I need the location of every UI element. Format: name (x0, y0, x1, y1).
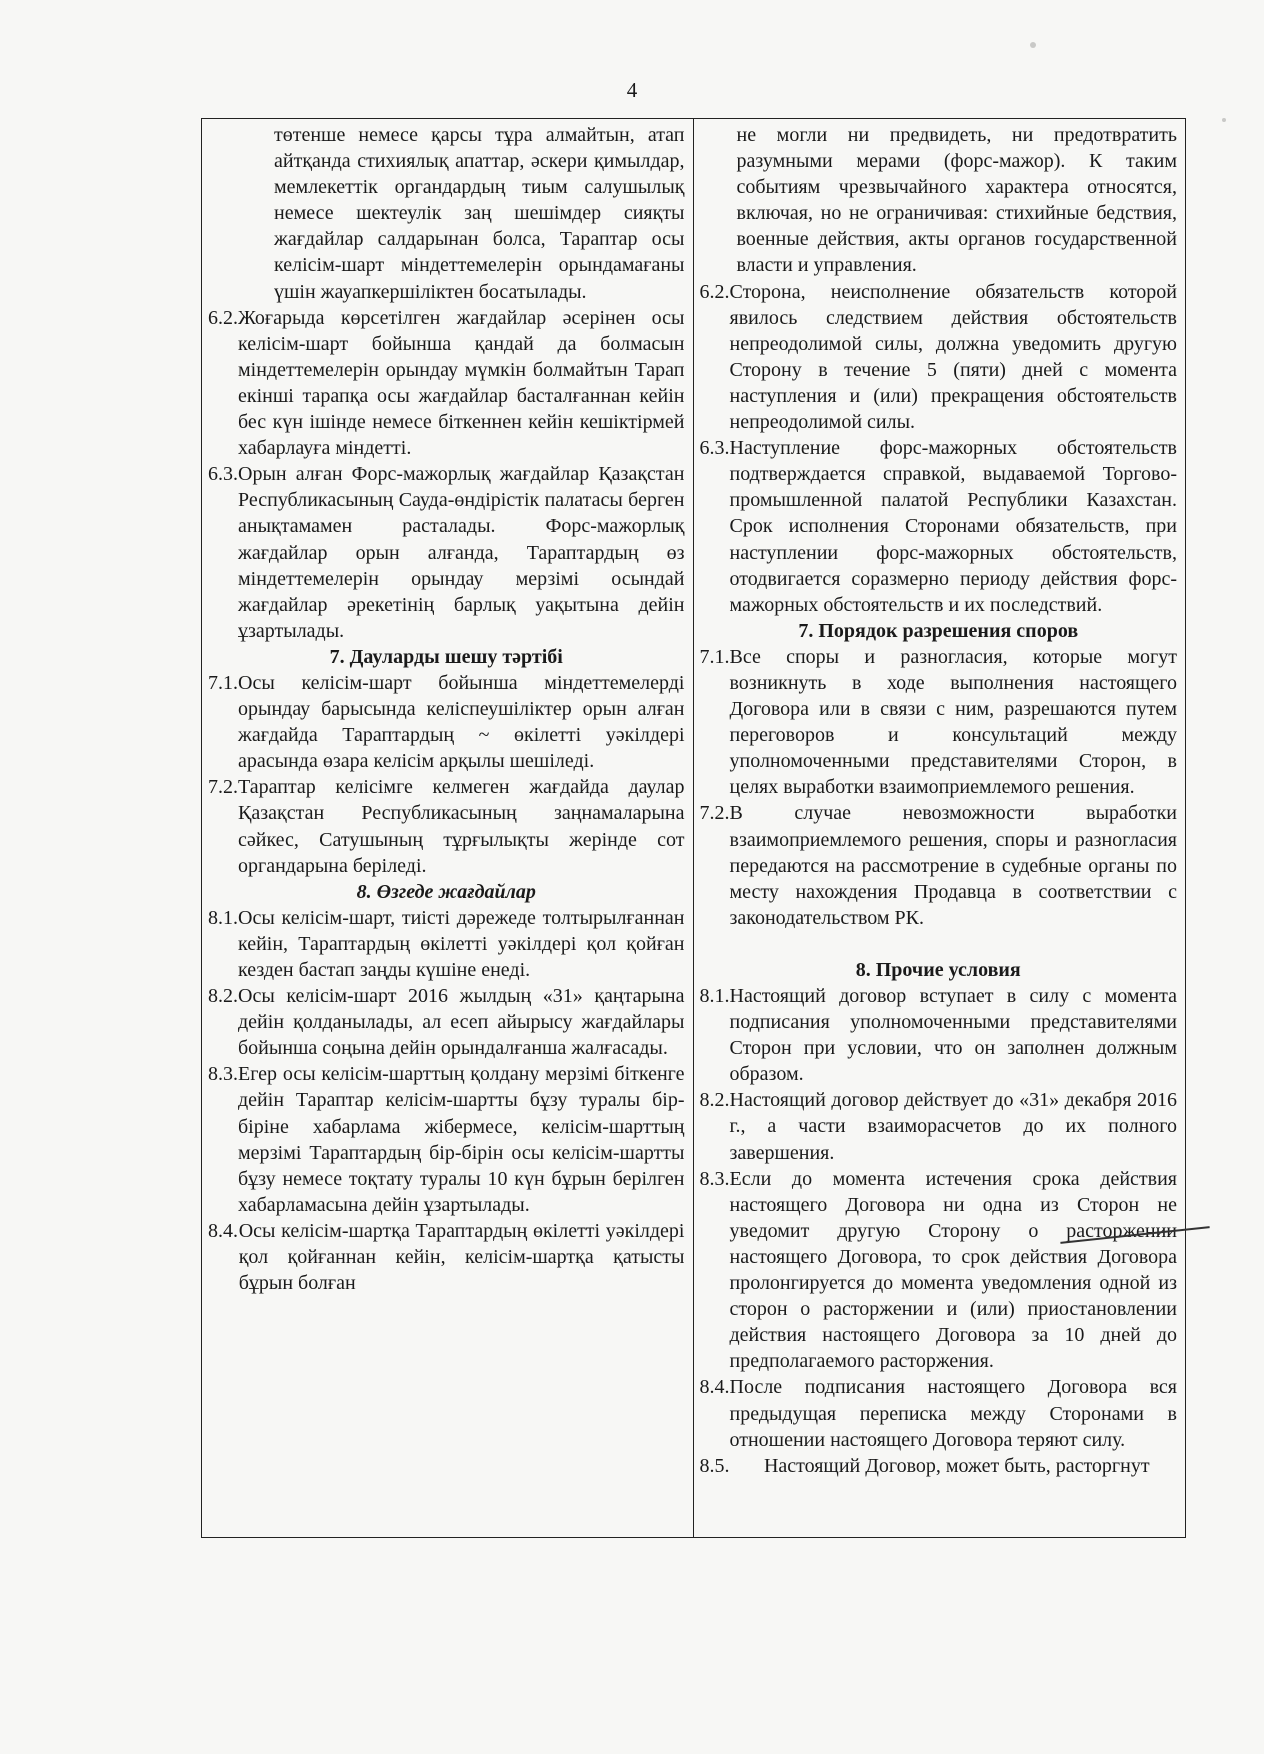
clause-text: Осы келісім-шарт бойынша міндеттемелерді орындау барысында келіспеушіліктер орын алған жағдайда Тараптардың ~ өкілетті уәкілдері арасында өзара келісім арқылы шешіледі. (238, 671, 685, 773)
russian-column (694, 119, 1186, 1537)
clause-6-1-continuation: төтенше немесе қарсы тұра алмайтын, атап айтқанда стихиялық апаттар, әскери қимылдар, мемлекеттік органдардың тиым салушылық немесе шектеулік заң шешімдер сияқты жағдайлар салдарынан болса, Тараптар осы келісім-шарт міндеттемелерін орындамағаны үшін жауапкершіліктен босатылады. (274, 124, 685, 303)
clause-number: 6.2. (699, 280, 730, 303)
clause-number: 8.1. (699, 985, 730, 1007)
clause-text: Все споры и разногласия, которые могут возникнуть в ходе выполнения настоящего Договора или в связи с ним, разрешаются путем переговоров и консультаций между уполномоченными представителями Сторон, в целях выработки взаимоприемлемого решения. (729, 645, 1177, 799)
clause-text: Настоящий договор вступает в силу с момента подписания уполномоченными представителями Сторон при условии, что он заполнен должным образом. (729, 985, 1177, 1086)
section-7-heading: 7. Дауларды шешу тәртібі (329, 645, 563, 668)
clause-text: Осы келісім-шартқа Тараптардың өкілетті уәкілдері қол қойғаннан кейін, келісім-шартқа қатысты бұрын болған (238, 1219, 685, 1295)
clause-number: 8.2. (699, 1089, 730, 1112)
clause-6-3 (208, 461, 685, 644)
clause-8-2 (700, 1087, 1178, 1165)
kazakh-column (202, 119, 694, 1537)
clause-8-3 (700, 1166, 1178, 1375)
clause-number: 8.4. (699, 1376, 730, 1399)
section-8-heading: 8. Өзгеде жағдайлар (356, 880, 536, 903)
clause-number: 8.2. (208, 985, 238, 1008)
clause-number: 8.3. (208, 1063, 238, 1086)
clause-6-2 (208, 305, 685, 462)
clause-8-4 (208, 1218, 685, 1296)
clause-text: В случае невозможности выработки взаимоприемлемого решения, споры и разногласия передаются на рассмотрение в судебные органы по месту нахождения Продавца в соответствии с законодательством РК. (729, 802, 1177, 929)
scan-speck (1222, 118, 1226, 122)
clause-text: Тараптар келісімге келмеген жағдайда даулар Қазақстан Республикасының заңнамаларына сәйкес, Сатушының тұрғылықты жерінде сот органдарына беріледі. (238, 776, 685, 877)
clause-7-1 (700, 644, 1178, 801)
clause-text: Жоғарыда көрсетілген жағдайлар әсерінен осы келісім-шарт бойынша қандай да болмасын міндеттемелерін орындау мүмкін болмайтын Тарап екінші тарапқа осы жағдайлар басталғаннан кейін бес күн ішінде немесе біткеннен кейін кешіктірмей хабарлауға міндетті. (238, 306, 685, 460)
clause-text: Егер осы келісім-шарттың қолдану мерзімі біткенге дейін Тараптар келісім-шартты бұзу туралы бір-біріне хабарлама жібермесе, келісім-шарттың мерзімі Тараптардың бір-бірін осы келісім-шартты бұзу немесе тоқтату туралы 10 күн бұрын берілген хабарламасына дейін ұзартылады. (238, 1063, 685, 1216)
clause-text: Сторона, неисполнение обязательств которой явилось следствием действия обстоятельств непреодолимой силы, должна уведомить другую Сторону в течение 5 (пяти) дней с момента наступления и (или) прекращения обстоятельств непреодолимой силы. (729, 280, 1177, 434)
clause-number: 6.2. (208, 306, 238, 329)
clause-7-2 (208, 774, 685, 878)
clause-number: 8.1. (208, 906, 238, 929)
clause-8-5 (700, 1453, 1178, 1479)
page-number: 4 (626, 78, 638, 102)
section-8-heading: 8. Прочие условия (855, 958, 1021, 981)
clause-8-2 (208, 983, 685, 1061)
clause-text: Наступление форс-мажорных обстоятельств подтверждается справкой, выдаваемой Торгово-промышленной палатой Республики Казахстан. Срок исполнения Сторонами обязательств, при наступлении форс-мажорных обстоятельств, отодвигается соразмерно периоду действия форс-мажорных обстоятельств и их последствий. (729, 437, 1177, 616)
clause-text: Настоящий Договор, может быть, расторгнут (763, 1454, 1150, 1477)
clause-6-1-continuation: не могли ни предвидеть, ни предотвратить разумными мерами (форс-мажор). К таким событиям чрезвычайного характера относятся, включая, но не ограничивая: стихийные бедствия, военные действия, акты органов государственной власти и управления. (736, 124, 1177, 277)
clause-text: Если до момента истечения срока действия настоящего Договора ни одна из Сторон не уведомит другую Сторону о расторжении настоящего Договора, то срок действия Договора пролонгируется до момента уведомления одной из сторон о расторжении и (или) приостановлении действия настоящего Договора за 10 дней до предполагаемого расторжения. (729, 1167, 1177, 1373)
clause-number: 7.1. (699, 645, 730, 668)
clause-number: 7.2. (208, 776, 238, 799)
clause-7-1 (208, 670, 685, 774)
clause-number: 8.5. (699, 1454, 730, 1477)
clause-text: Настоящий договор действует до «31» декабря 2016 г., а части взаиморасчетов до их полного завершения. (729, 1089, 1177, 1164)
clause-text: Осы келісім-шарт, тиісті дәрежеде толтырылғаннан кейін, Тараптардың өкілетті уәкілдері қол қойған кезден бастап заңды күшіне енеді. (238, 906, 685, 981)
clause-6-2 (700, 279, 1178, 436)
clause-number: 7.1. (208, 671, 238, 694)
clause-8-4 (700, 1374, 1178, 1452)
section-7-heading: 7. Порядок разрешения споров (798, 619, 1079, 642)
clause-6-3 (700, 435, 1178, 618)
blank-line (700, 931, 1178, 957)
clause-number: 8.4. (208, 1219, 238, 1242)
clause-number: 8.3. (699, 1167, 730, 1190)
clause-text: Осы келісім-шарт 2016 жылдың «31» қаңтарына дейін қолданылады, ал есеп айырысу жағдайлары бойынша соңына дейін орындалғанша жалғасады. (238, 985, 685, 1060)
clause-8-3 (208, 1061, 685, 1218)
scan-speck (1030, 42, 1036, 48)
clause-text: Орын алған Форс-мажорлық жағдайлар Қазақстан Республикасының Сауда-өндірістік палатасы берген анықтамамен расталады. Форс-мажорлық жағдайлар орын алғанда, Тараптардың өз міндеттемелерін орындау мерзімі осындай жағдайлар әрекетінің барлық уақытына дейін ұзартылады. (238, 463, 685, 642)
clause-number: 7.2. (699, 802, 730, 825)
bilingual-contract-table (201, 118, 1186, 1538)
clause-7-2 (700, 800, 1178, 930)
clause-8-1 (700, 983, 1178, 1087)
clause-text: После подписания настоящего Договора вся предыдущая переписка между Сторонами в отношении настоящего Договора теряют силу. (729, 1376, 1177, 1451)
clause-number: 6.3. (699, 437, 730, 460)
clause-number: 6.3. (208, 463, 238, 486)
clause-8-1 (208, 905, 685, 983)
